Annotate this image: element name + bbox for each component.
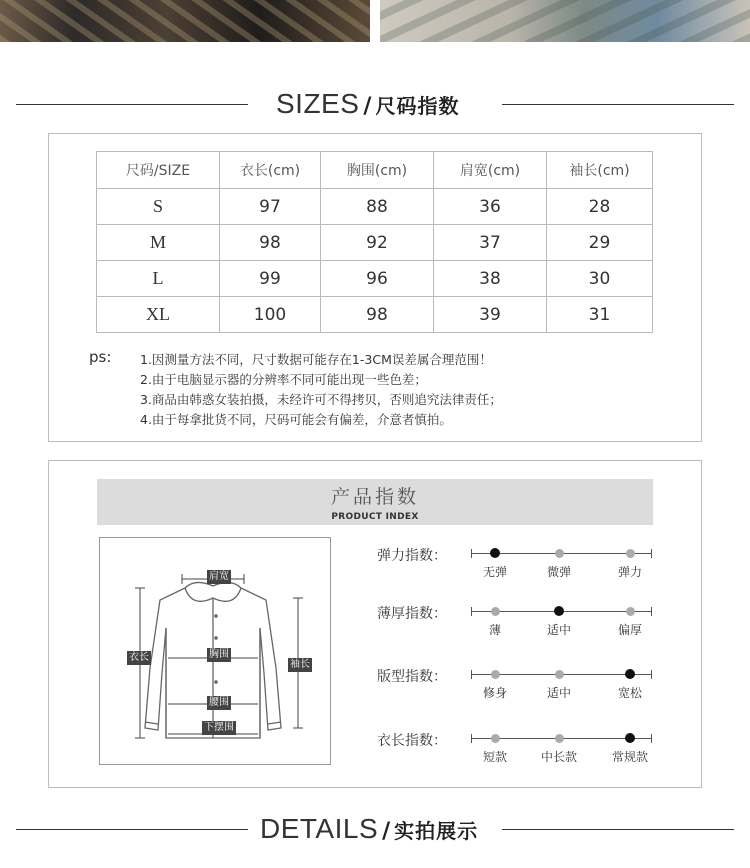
index-dot [626,607,635,616]
shoulder-cell: 37 [434,225,547,261]
details-title-en: DETAILS [260,813,379,844]
index-option: 短款 [482,750,508,764]
garment-measurement-diagram [99,537,331,765]
index-dot [491,607,500,616]
length-cell: 97 [220,189,321,225]
heading-rule-right [502,829,734,830]
heading-rule-right [502,104,734,105]
waist-tag: 腰围 [209,697,229,708]
table-row [97,225,653,261]
index-label: 薄厚指数： [377,606,447,622]
sizes-heading [0,84,750,124]
chest-cell: 96 [321,261,434,297]
note-item: 3.商品由韩惑女装拍摄，未经许可不得拷贝，否则追究法律责任； [140,392,502,407]
product-index-title-en: PRODUCT INDEX [331,512,419,522]
index-dot [626,549,635,558]
track-end-tick [651,549,652,558]
details-title-separator: / [382,819,391,844]
sizes-title-zh: 尺码指数 [375,94,460,118]
table-row [97,261,653,297]
notes-prefix: ps: [89,348,112,366]
size-header-shoulder: 肩宽(cm) [434,152,547,189]
index-label: 弹力指数： [377,548,447,564]
index-label: 衣长指数： [377,733,447,749]
track-end-tick [651,670,652,679]
note-item: 1.因测量方法不同，尺寸数据可能存在1-3CM误差属合理范围！ [140,352,492,367]
size-chart-panel [48,133,702,442]
heading-rule-left [16,829,248,830]
sleeve-cell: 31 [547,297,653,333]
fit-index [377,666,667,706]
size-cell: S [97,189,220,225]
length-cell: 98 [220,225,321,261]
length-tag: 衣长 [129,652,149,663]
index-option: 无弹 [482,565,508,579]
shoulder-cell: 39 [434,297,547,333]
index-option: 修身 [482,686,508,700]
track-end-tick [471,670,472,679]
index-option: 适中 [546,623,572,637]
note-item: 2.由于电脑显示器的分辨率不同可能出现一些色差； [140,372,427,387]
size-table-header-row [97,152,653,189]
index-dot-selected [490,548,500,558]
shoulder-cell: 38 [434,261,547,297]
index-track [471,611,651,612]
chest-cell: 92 [321,225,434,261]
index-track [471,553,651,554]
index-option: 偏厚 [617,623,643,637]
index-option: 薄 [488,623,502,637]
sizes-title-en: SIZES [276,88,360,119]
size-header-sleeve: 袖长(cm) [547,152,653,189]
product-photo-right [380,0,750,42]
sizes-title [276,84,459,124]
index-option: 微弹 [546,565,572,579]
sleeve-tag: 袖长 [290,659,310,670]
elasticity-index [377,545,667,585]
heading-rule-left [16,104,248,105]
index-option: 常规款 [611,750,649,764]
length-cell: 99 [220,261,321,297]
hem-tag: 下摆围 [204,722,234,733]
details-title [260,809,478,849]
shoulder-cell: 36 [434,189,547,225]
size-table [96,151,653,333]
track-end-tick [651,607,652,616]
size-header-chest: 胸围(cm) [321,152,434,189]
product-index-panel [48,460,702,788]
product-index-title-zh: 产品指数 [330,486,419,508]
product-photo-left [0,0,370,42]
chest-cell: 98 [321,297,434,333]
details-title-zh: 实拍展示 [394,819,479,843]
index-option: 宽松 [617,686,643,700]
index-option: 适中 [546,686,572,700]
table-row [97,297,653,333]
shoulder-tag: 肩宽 [209,571,229,582]
index-dot-selected [625,733,635,743]
index-option: 中长款 [540,750,578,764]
track-end-tick [651,734,652,743]
index-dot-selected [625,669,635,679]
index-track [471,738,651,739]
size-header-length: 衣长(cm) [220,152,321,189]
note-item: 4.由于每拿批货不同，尺码可能会有偏差，介意者慎拍。 [140,412,452,427]
size-cell: M [97,225,220,261]
size-cell: L [97,261,220,297]
index-dot-selected [554,606,564,616]
sleeve-cell: 29 [547,225,653,261]
index-dot [555,670,564,679]
sleeve-cell: 28 [547,189,653,225]
index-option: 弹力 [617,565,643,579]
index-dot [491,734,500,743]
details-heading [0,809,750,849]
product-index-banner [97,479,653,525]
table-row [97,189,653,225]
track-end-tick [471,607,472,616]
track-end-tick [471,734,472,743]
chest-tag: 胸围 [209,649,229,660]
size-header-size: 尺码/SIZE [97,152,220,189]
index-dot [491,670,500,679]
index-dot [555,549,564,558]
index-dot [555,734,564,743]
size-cell: XL [97,297,220,333]
index-track [471,674,651,675]
index-label: 版型指数： [377,669,447,685]
chest-cell: 88 [321,189,434,225]
length-cell: 100 [220,297,321,333]
sleeve-cell: 30 [547,261,653,297]
thickness-index [377,603,667,643]
sizes-title-separator: / [363,94,372,119]
length-index [377,730,667,770]
track-end-tick [471,549,472,558]
